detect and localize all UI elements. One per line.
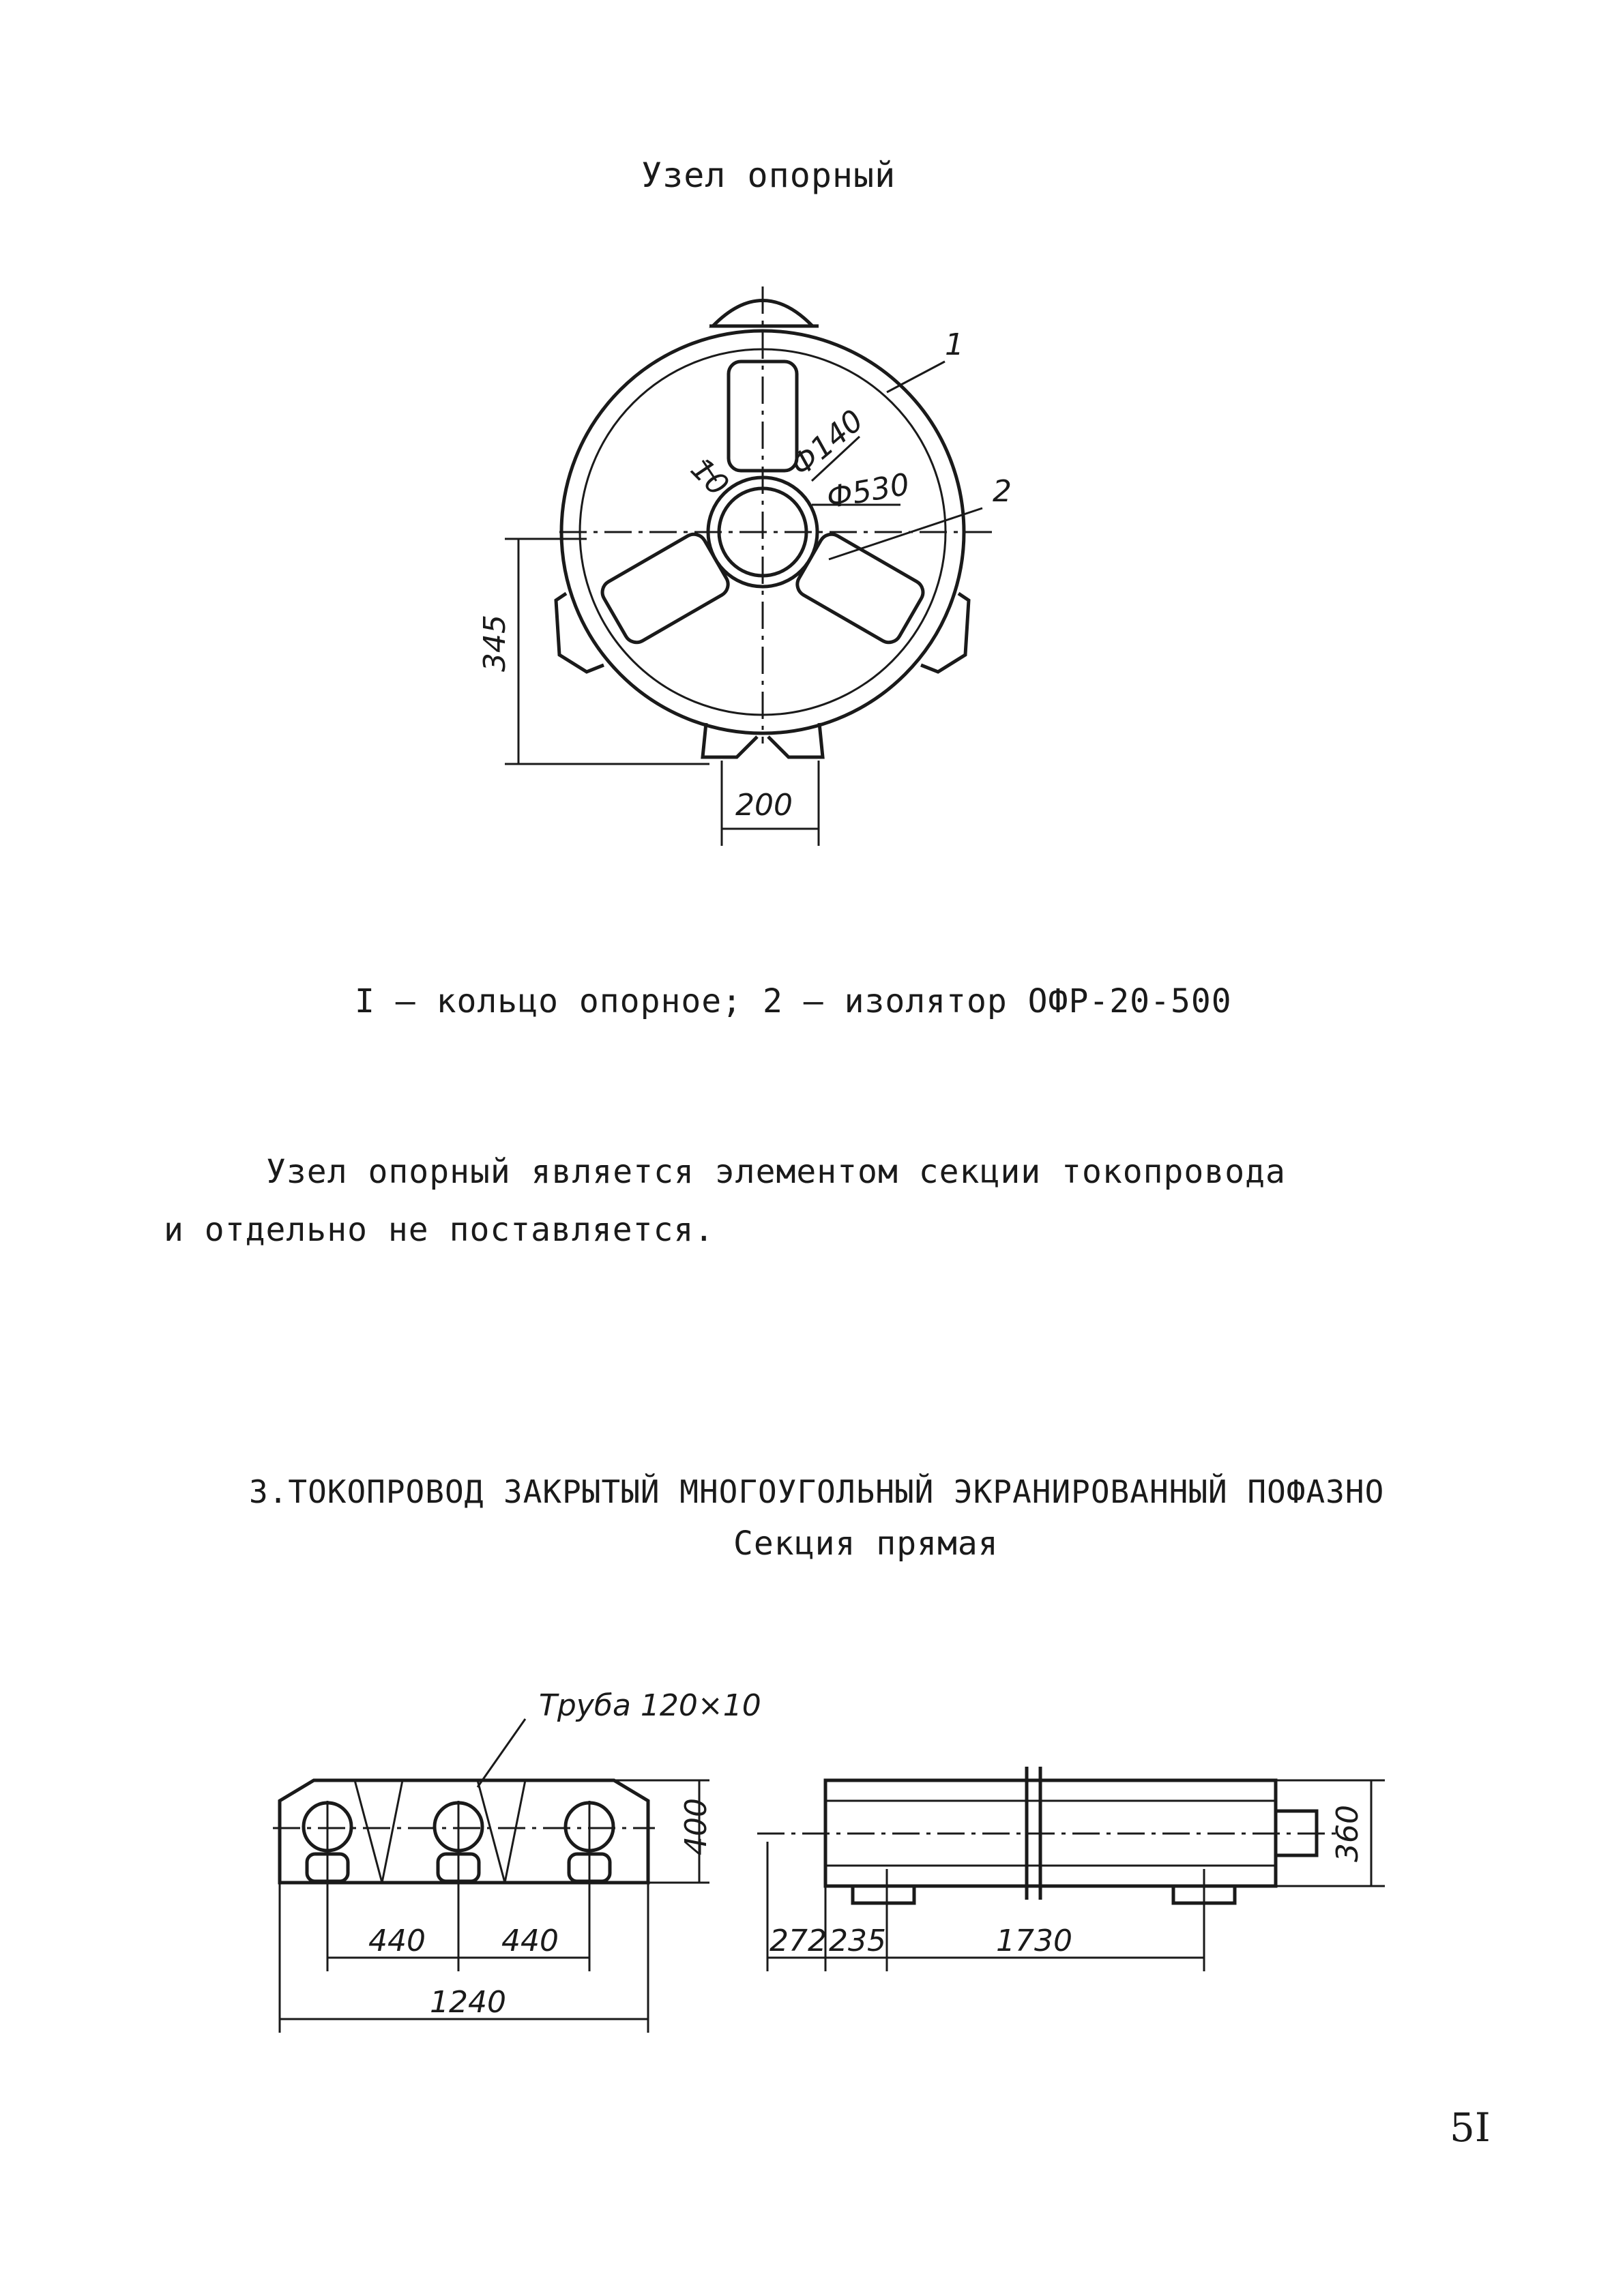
dim-440-a: 440 bbox=[368, 1924, 426, 1958]
support-node-drawing bbox=[478, 286, 1012, 846]
dim-1240: 1240 bbox=[430, 1985, 506, 2020]
left-bracket bbox=[556, 593, 604, 672]
paragraph-line-1: Узел опорный является элементом секции токопровода bbox=[266, 1153, 1286, 1191]
callout-2: 2 bbox=[993, 474, 1012, 509]
dim-360: 360 bbox=[1330, 1805, 1365, 1862]
callout-1: 1 bbox=[945, 327, 964, 362]
page-number: 5I bbox=[1450, 2104, 1491, 2151]
dim-phi530: Ф530 bbox=[824, 467, 912, 516]
pipe-leader bbox=[478, 1719, 525, 1787]
section-heading: 3.ТОКОПРОВОД ЗАКРЫТЫЙ МНОГОУГОЛЬНЫЙ ЭКРАНИРОВАННЫЙ ПОФАЗНО bbox=[249, 1473, 1385, 1510]
leader-1 bbox=[887, 362, 945, 392]
dim-440-b: 440 bbox=[501, 1924, 559, 1958]
legend-text: I – кольцо опорное; 2 – изолятор ОФР-20-500 bbox=[355, 982, 1232, 1020]
pipe-label: Труба 120×10 bbox=[539, 1688, 761, 1723]
leader-2 bbox=[829, 508, 982, 559]
dim-235: 235 bbox=[829, 1924, 886, 1958]
insulator-left bbox=[793, 530, 927, 647]
insulator-right bbox=[598, 530, 732, 647]
section-side-view bbox=[757, 1767, 1385, 1971]
dim-phi140: Ф140 bbox=[784, 403, 870, 484]
paragraph-line-2: и отдельно не поставляется. bbox=[164, 1211, 715, 1249]
dim-345: 345 bbox=[478, 615, 512, 672]
dim-272: 272 bbox=[770, 1924, 827, 1958]
dim-400: 400 bbox=[679, 1798, 714, 1855]
right-bracket bbox=[921, 593, 969, 672]
page-title: Узел опорный bbox=[641, 156, 896, 195]
enclosure-outline bbox=[280, 1780, 648, 1883]
section-subheading: Секция прямая bbox=[733, 1525, 999, 1563]
dim-200: 200 bbox=[735, 788, 793, 823]
section-front-view bbox=[273, 1688, 761, 2033]
dim-10: 10 bbox=[684, 451, 735, 503]
dim-1730: 1730 bbox=[996, 1924, 1072, 1958]
